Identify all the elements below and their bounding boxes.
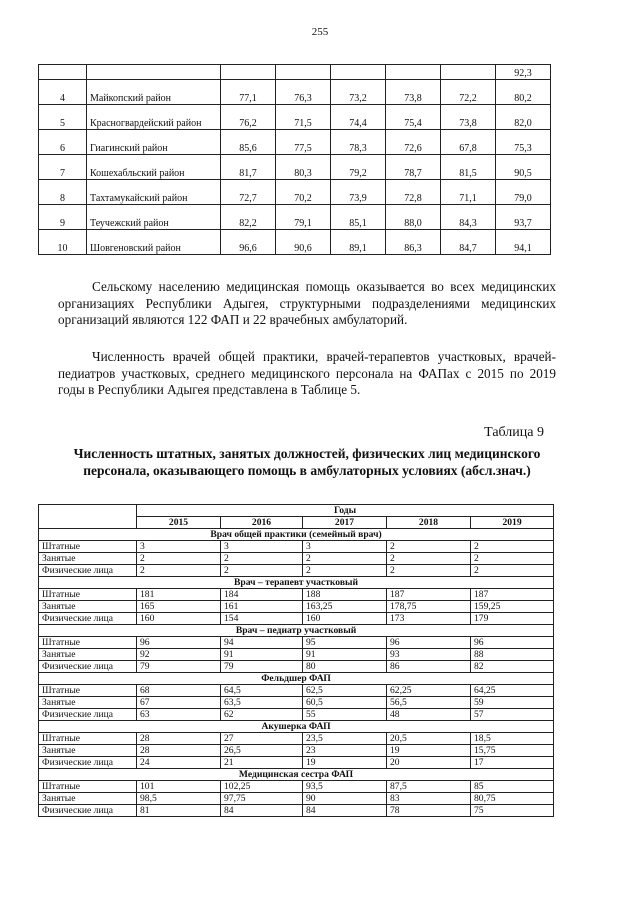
section-title: Медицинская сестра ФАП <box>39 769 554 781</box>
table-cell: 160 <box>137 613 221 625</box>
table-cell: 93,7 <box>496 205 551 230</box>
table-cell: 2 <box>221 565 303 577</box>
table-cell: 88,0 <box>386 205 441 230</box>
table-cell: 3 <box>303 541 387 553</box>
table-cell: 82 <box>471 661 554 673</box>
district-name: Шовгеновский район <box>87 230 221 255</box>
table-cell: 78,7 <box>386 155 441 180</box>
table-cell: 90 <box>303 793 387 805</box>
section-title: Акушерка ФАП <box>39 721 554 733</box>
year-header: 2016 <box>221 517 303 529</box>
section-title: Фельдшер ФАП <box>39 673 554 685</box>
table-cell: 82,0 <box>496 105 551 130</box>
section-header-row <box>39 673 554 685</box>
table-cell <box>221 65 276 80</box>
table-cell: 2 <box>303 565 387 577</box>
table-cell: 102,25 <box>221 781 303 793</box>
table-cell: 187 <box>387 589 471 601</box>
table-cell: 26,5 <box>221 745 303 757</box>
table-cell: 62 <box>221 709 303 721</box>
table-cell <box>276 65 331 80</box>
table-number: Таблица 9 <box>484 425 544 440</box>
table-cell: 91 <box>221 649 303 661</box>
table-row <box>39 553 554 565</box>
table-cell: 56,5 <box>387 697 471 709</box>
table-cell: 85,6 <box>221 130 276 155</box>
table-cell: 73,9 <box>331 180 386 205</box>
table-cell: 72,6 <box>386 130 441 155</box>
table-cell: 178,75 <box>387 601 471 613</box>
row-number: 4 <box>39 80 87 105</box>
table-row <box>39 685 554 697</box>
table-cell: 20 <box>387 757 471 769</box>
table-cell: 93,5 <box>303 781 387 793</box>
table-cell: 71,1 <box>441 180 496 205</box>
district-name: Красногвардейский район <box>87 105 221 130</box>
table-cell: 2 <box>387 553 471 565</box>
row-label: Занятые <box>39 601 137 613</box>
row-label: Штатные <box>39 781 137 793</box>
table-cell: 163,25 <box>303 601 387 613</box>
table-cell: 90,6 <box>276 230 331 255</box>
row-label: Штатные <box>39 541 137 553</box>
row-number: 5 <box>39 105 87 130</box>
table-row <box>39 155 551 180</box>
table-cell: 173 <box>387 613 471 625</box>
section-header-row <box>39 529 554 541</box>
table-cell: 159,25 <box>471 601 554 613</box>
table-cell: 79,2 <box>331 155 386 180</box>
table-cell: 161 <box>221 601 303 613</box>
table-row <box>39 80 551 105</box>
table-cell: 60,5 <box>303 697 387 709</box>
table-cell: 21 <box>221 757 303 769</box>
table-row <box>39 601 554 613</box>
table-cell: 64,25 <box>471 685 554 697</box>
table-cell: 2 <box>137 565 221 577</box>
table-cell: 84,3 <box>441 205 496 230</box>
header-row <box>39 505 554 517</box>
table-cell: 68 <box>137 685 221 697</box>
header-corner <box>39 505 137 529</box>
section-header-row <box>39 577 554 589</box>
table-row <box>39 697 554 709</box>
table-cell: 75,3 <box>496 130 551 155</box>
table-cell: 67,8 <box>441 130 496 155</box>
table-cell: 184 <box>221 589 303 601</box>
table-cell: 181 <box>137 589 221 601</box>
table-cell: 67 <box>137 697 221 709</box>
table-cell: 2 <box>471 553 554 565</box>
table-cell: 84 <box>303 805 387 817</box>
section-header-row <box>39 769 554 781</box>
table-title: Численность штатных, занятых должностей, физических лиц медицинского персонала, оказывающего помощь в амбулаторных условиях (абсл.знач.) <box>73 446 541 478</box>
table-cell: 64,5 <box>221 685 303 697</box>
section-title: Врач – педиатр участковый <box>39 625 554 637</box>
table-cell <box>441 65 496 80</box>
table-cell: 72,2 <box>441 80 496 105</box>
table-cell <box>331 65 386 80</box>
table-cell: 85 <box>471 781 554 793</box>
table-row <box>39 541 554 553</box>
paragraph-text: Сельскому населению медицинская помощь оказывается во всех медицинских организациях Республики Адыгея, структурными подразделениями медицинских организаций являются 122 ФАП и 22 врачебных амбулаторий. <box>58 279 556 327</box>
table-row <box>39 793 554 805</box>
table-cell: 86,3 <box>386 230 441 255</box>
section-title: Врач – терапевт участковый <box>39 577 554 589</box>
table-cell: 71,5 <box>276 105 331 130</box>
years-header: Годы <box>137 505 554 517</box>
table-cell: 2 <box>387 565 471 577</box>
row-label: Физические лица <box>39 613 137 625</box>
table-cell: 79 <box>137 661 221 673</box>
table-cell: 101 <box>137 781 221 793</box>
row-label: Штатные <box>39 589 137 601</box>
table-cell: 179 <box>471 613 554 625</box>
table-cell: 81 <box>137 805 221 817</box>
year-header: 2019 <box>471 517 554 529</box>
table-cell: 72,7 <box>221 180 276 205</box>
row-label: Занятые <box>39 697 137 709</box>
table-cell: 74,4 <box>331 105 386 130</box>
row-number: 9 <box>39 205 87 230</box>
table-cell: 73,2 <box>331 80 386 105</box>
table-row <box>39 180 551 205</box>
table-row <box>39 589 554 601</box>
table-cell: 84 <box>221 805 303 817</box>
table-cell: 23 <box>303 745 387 757</box>
table-cell: 88 <box>471 649 554 661</box>
section-header-row <box>39 721 554 733</box>
table-cell: 90,5 <box>496 155 551 180</box>
district-table <box>38 64 551 255</box>
table-row <box>39 733 554 745</box>
table-cell: 77,1 <box>221 80 276 105</box>
table-cell: 87,5 <box>387 781 471 793</box>
table-cell: 2 <box>137 553 221 565</box>
row-label: Занятые <box>39 745 137 757</box>
row-label: Занятые <box>39 793 137 805</box>
table-cell: 94,1 <box>496 230 551 255</box>
table-cell: 3 <box>221 541 303 553</box>
table-cell: 57 <box>471 709 554 721</box>
table-cell: 2 <box>303 553 387 565</box>
table-cell: 93 <box>387 649 471 661</box>
table-cell: 80,2 <box>496 80 551 105</box>
table-cell: 48 <box>387 709 471 721</box>
table-cell: 77,5 <box>276 130 331 155</box>
staff-table <box>38 504 554 817</box>
table-cell: 160 <box>303 613 387 625</box>
table-row <box>39 805 554 817</box>
table-cell: 27 <box>221 733 303 745</box>
table-cell: 92 <box>137 649 221 661</box>
table-row <box>39 781 554 793</box>
table-cell: 2 <box>471 565 554 577</box>
table-cell: 28 <box>137 745 221 757</box>
table-row <box>39 709 554 721</box>
table-cell: 28 <box>137 733 221 745</box>
table-row <box>39 757 554 769</box>
table-cell: 81,5 <box>441 155 496 180</box>
table-row <box>39 130 551 155</box>
table-cell: 95 <box>303 637 387 649</box>
table-cell: 2 <box>221 553 303 565</box>
table-cell: 96 <box>471 637 554 649</box>
row-number: 10 <box>39 230 87 255</box>
district-name: Теучежский район <box>87 205 221 230</box>
table-cell: 2 <box>471 541 554 553</box>
table-cell <box>39 65 87 80</box>
section-title: Врач общей практики (семейный врач) <box>39 529 554 541</box>
row-label: Занятые <box>39 553 137 565</box>
table-row <box>39 565 554 577</box>
table-cell: 75 <box>471 805 554 817</box>
table-row <box>39 105 551 130</box>
table-cell: 79 <box>221 661 303 673</box>
table-cell: 85,1 <box>331 205 386 230</box>
table-cell: 19 <box>303 757 387 769</box>
table-cell: 3 <box>137 541 221 553</box>
table-row <box>39 613 554 625</box>
table-cell: 187 <box>471 589 554 601</box>
table-cell: 165 <box>137 601 221 613</box>
table-row <box>39 65 551 80</box>
table-cell: 80 <box>303 661 387 673</box>
table-cell <box>87 65 221 80</box>
table-cell: 72,8 <box>386 180 441 205</box>
row-label: Физические лица <box>39 709 137 721</box>
table-row <box>39 230 551 255</box>
table-cell: 82,2 <box>221 205 276 230</box>
table-cell: 73,8 <box>441 105 496 130</box>
table-cell: 97,75 <box>221 793 303 805</box>
table-cell: 55 <box>303 709 387 721</box>
table-cell: 63,5 <box>221 697 303 709</box>
paragraph-text: Численность врачей общей практики, врачей-терапевтов участковых, врачей-педиатров участковых, среднего медицинского персонала на ФАПах с 2015 по 2019 годы в Республики Адыгея представлена в Таблице 5. <box>58 349 556 397</box>
row-number: 8 <box>39 180 87 205</box>
table-cell: 154 <box>221 613 303 625</box>
section-header-row <box>39 625 554 637</box>
table-cell: 79,0 <box>496 180 551 205</box>
table-cell: 91 <box>303 649 387 661</box>
table-row <box>39 745 554 757</box>
table-cell: 15,75 <box>471 745 554 757</box>
year-header: 2017 <box>303 517 387 529</box>
table-cell: 23,5 <box>303 733 387 745</box>
row-label: Штатные <box>39 685 137 697</box>
table-cell: 59 <box>471 697 554 709</box>
district-name: Тахтамукайский район <box>87 180 221 205</box>
row-label: Штатные <box>39 637 137 649</box>
table-cell: 96 <box>387 637 471 649</box>
year-header: 2015 <box>137 517 221 529</box>
table-cell: 24 <box>137 757 221 769</box>
paragraph-rural-care <box>58 279 556 329</box>
row-label: Физические лица <box>39 565 137 577</box>
table-cell: 83 <box>387 793 471 805</box>
table-cell: 80,75 <box>471 793 554 805</box>
table-cell: 63 <box>137 709 221 721</box>
table-cell: 96,6 <box>221 230 276 255</box>
table-cell: 76,2 <box>221 105 276 130</box>
table-cell: 73,8 <box>386 80 441 105</box>
table-row <box>39 205 551 230</box>
table-cell: 76,3 <box>276 80 331 105</box>
table-cell: 20,5 <box>387 733 471 745</box>
table-cell: 80,3 <box>276 155 331 180</box>
table-row <box>39 661 554 673</box>
row-label: Физические лица <box>39 805 137 817</box>
row-number: 7 <box>39 155 87 180</box>
row-label: Физические лица <box>39 757 137 769</box>
table-cell: 92,3 <box>496 65 551 80</box>
table-row <box>39 637 554 649</box>
paragraph-staff-count <box>58 349 556 399</box>
row-label: Занятые <box>39 649 137 661</box>
page-number: 255 <box>311 26 329 38</box>
table-cell: 62,25 <box>387 685 471 697</box>
table-cell: 98,5 <box>137 793 221 805</box>
row-number: 6 <box>39 130 87 155</box>
table-cell: 96 <box>137 637 221 649</box>
table-cell: 188 <box>303 589 387 601</box>
table-cell: 94 <box>221 637 303 649</box>
table-cell: 86 <box>387 661 471 673</box>
district-name: Майкопский район <box>87 80 221 105</box>
table-cell: 19 <box>387 745 471 757</box>
table-cell: 78 <box>387 805 471 817</box>
district-name: Кошехабльский район <box>87 155 221 180</box>
table-cell: 17 <box>471 757 554 769</box>
table-cell: 78,3 <box>331 130 386 155</box>
district-name: Гиагинский район <box>87 130 221 155</box>
table-cell: 70,2 <box>276 180 331 205</box>
table-cell: 81,7 <box>221 155 276 180</box>
table-row <box>39 649 554 661</box>
row-label: Физические лица <box>39 661 137 673</box>
year-header: 2018 <box>387 517 471 529</box>
table-cell: 2 <box>387 541 471 553</box>
table-cell: 84,7 <box>441 230 496 255</box>
table-cell: 79,1 <box>276 205 331 230</box>
table-cell: 62,5 <box>303 685 387 697</box>
row-label: Штатные <box>39 733 137 745</box>
table-cell: 75,4 <box>386 105 441 130</box>
table-cell <box>386 65 441 80</box>
table-cell: 18,5 <box>471 733 554 745</box>
table-cell: 89,1 <box>331 230 386 255</box>
